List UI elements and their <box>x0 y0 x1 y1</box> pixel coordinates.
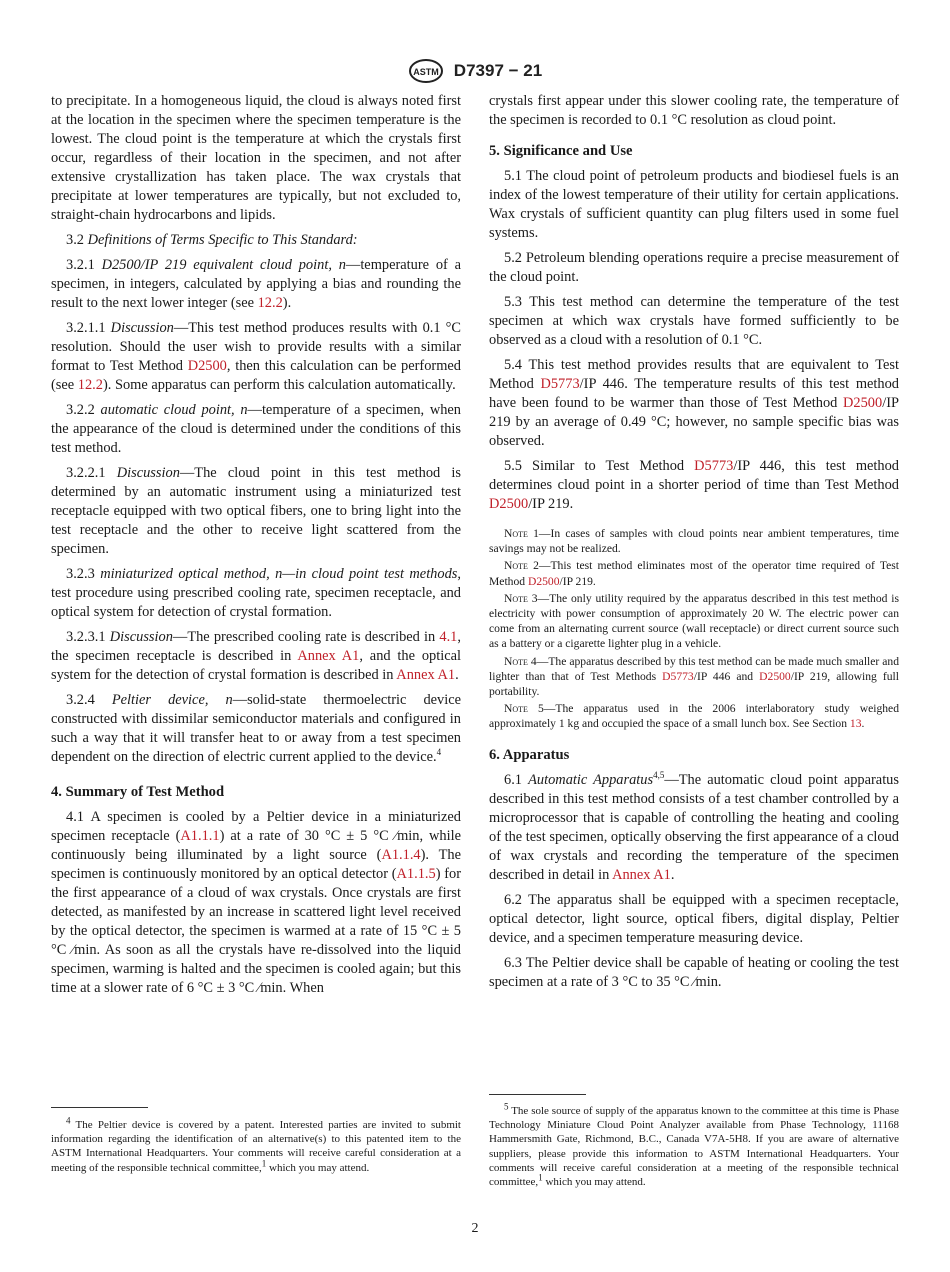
definition-3-2: 3.2 Definitions of Terms Specific to This Standard: <box>66 232 358 248</box>
paragraph-4-1: 4.1 A specimen is cooled by a Peltier device in a miniaturized specimen receptacle (A1.1.1) at a rate of 30 °C ± 5 °C ⁄min, while continuously being illuminated by a light source (A1.1.4). The specimen is continuously monitored by an optical detector (A1.1.5) for the first appearance of a cloud of wax crystals. Once crystals are first detected, as manifested by an increase in scattered light level received by the optical detector, the specimen is warmed at a rate of 15 °C ± 5 °C ⁄min. As soon as all the crystals have re-dissolved into the liquid specimen, warming is halted and the specimen is cooled again; but this time at a slower rate of 6 °C ± 3 °C ⁄min. When <box>51 809 461 996</box>
left-column <box>51 92 461 1004</box>
paragraph-6-1: 6.1 Automatic Apparatus$^{4,5}$—The automatic cloud point apparatus described in this test method consists of a test chamber controlled by a microprocessor that is capable of controlling the heating and cooling of the test specimen, optically observing the first appearance of a cloud of wax crystals and recording the temperature of the specimen described in detail in Annex A1. <box>489 769 899 883</box>
footnote-4: $^4$ The Peltier device is covered by a patent. Interested parties are invited to submit information regarding the identification of an alternative(s) to this patented item to the ASTM International Headquarters. Your comments will receive careful consideration at a meeting of the responsible technical committee,$^1$ which you may attend. <box>51 1115 461 1174</box>
link-a1-1-4[interactable]: A1.1.4 <box>381 847 421 863</box>
link-annex-a1[interactable]: Annex A1 <box>396 667 456 683</box>
discussion-3-2-3-1: 3.2.3.1 Discussion—The prescribed cooling rate is described in 4.1, the specimen receptacle is described in Annex A1, and the optical system for the detection of crystal formation is described in Annex A1. <box>51 629 461 683</box>
svg-text:ASTM: ASTM <box>413 67 439 77</box>
note-3: Note 3—The only utility required by the apparatus described in this test method is electricity with power consumption of approximately 20 W. The electric power can come from an alternating current source (wall receptacle) or direct current source such as a battery or a cigarette lighter plug in a vehicle. <box>489 591 899 651</box>
section-6-heading: 6. Apparatus <box>489 746 570 763</box>
link-annex-a1[interactable]: Annex A1 <box>297 648 360 664</box>
link-d2500[interactable]: D2500 <box>489 496 529 512</box>
section-5-heading: 5. Significance and Use <box>489 143 633 159</box>
footnote-ref-4[interactable]: 4 <box>436 747 442 758</box>
page-number: 2 <box>471 1221 479 1236</box>
paragraph-3-1-continued: to precipitate. In a homogeneous liquid, the cloud is always noted first at the location in the specimen where the specimen temperature is the lowest. The cloud point is the temperature at which the crystals first occur, regardless of their location in the specimen, and not after extensive crystallization has taken place. The wax crystals that precipitate at lower temperatures are typically, but not excluded to, straight-chain hydrocarbons and lipids. <box>51 93 461 223</box>
discussion-3-2-1-1: 3.2.1.1 Discussion—This test method produces results with 0.1 °C resolution. Should the user wish to provide results with a similar format to Test Method D2500, then this calculation can be performed (see 12.2). Some apparatus can perform this calculation automatically. <box>51 320 461 393</box>
astm-logo-icon <box>408 58 444 84</box>
link-d2500[interactable]: D2500 <box>843 395 883 411</box>
link-d2500[interactable]: D2500 <box>187 358 227 374</box>
right-column <box>489 92 899 998</box>
link-a1-1-5[interactable]: A1.1.5 <box>396 866 436 882</box>
page-header <box>0 58 950 84</box>
link-d5773[interactable]: D5773 <box>540 376 580 392</box>
link-d5773[interactable]: D5773 <box>694 458 734 474</box>
paragraph-5-2: 5.2 Petroleum blending operations require a precise measurement of the cloud point. <box>489 250 899 285</box>
definition-3-2-4: 3.2.4 Peltier device, n—solid-state thermoelectric device constructed with dissimilar semiconductor materials and configured in such a way that it will transfer heat to or away from a test specimen dependent on the direction of electric current applied to the device.$^4$ <box>51 692 462 765</box>
paragraph-5-4: 5.4 This test method provides results that are equivalent to Test Method D5773/IP 446. The temperature results of this test method have been found to be warmer than those of Test Method D2500/IP 219 by an average of 0.49 °C; however, no sample specific bias was observed. <box>489 357 899 449</box>
footnote-5: $^5$ The sole source of supply of the apparatus known to the committee at this time is Phase Technology Miniature Cloud Point Analyzer available from Phase Technology, 11168 Hammersmith Gate, Richmond, B.C., Canada V7A-5H8. If you are aware of alternative suppliers, please provide this information to ASTM International Headquarters. Your comments will receive careful consideration at a meeting of the responsible technical committee,$^1$ which you may attend. <box>489 1101 899 1189</box>
paragraph-6-3: 6.3 The Peltier device shall be capable of heating or cooling the test specimen at a rate of 3 °C to 35 °C ⁄min. <box>489 954 899 990</box>
link-section-13[interactable]: 13 <box>849 717 862 731</box>
footnote-ref-4-5[interactable]: 4,5 <box>653 769 665 780</box>
paragraph-4-1-continued: crystals first appear under this slower cooling rate, the temperature of the specimen is recorded to 0.1 °C resolution as cloud point. <box>489 93 899 128</box>
paragraph-5-1: 5.1 The cloud point of petroleum products and biodiesel fuels is an index of the lowest temperature of their utility for certain applications. Wax crystals of sufficient quantity can plug filters used in some fuel systems. <box>489 168 899 241</box>
paragraph-6-2: 6.2 The apparatus shall be equipped with a specimen receptacle, optical detector, light source, optical fibers, digital display, Peltier device, and a specimen temperature measuring device. <box>489 891 899 946</box>
link-a1-1-1[interactable]: A1.1.1 <box>180 828 220 844</box>
link-annex-a1[interactable]: Annex A1 <box>612 866 671 883</box>
discussion-3-2-2-1: 3.2.2.1 Discussion—The cloud point in this test method is determined by an automatic instrument using a miniaturized test receptacle equipped with two optical fibers, one to bring light into the test receptacle and the other to receive light scattered from the specimen. <box>51 465 461 557</box>
link-d2500[interactable]: D2500 <box>759 669 791 683</box>
document-designation: D7397 − 21 <box>453 61 543 80</box>
link-12-2[interactable]: 12.2 <box>77 377 103 393</box>
note-1: Note 1—In cases of samples with cloud points near ambient temperatures, time savings may not be realized. <box>489 527 899 556</box>
link-4-1[interactable]: 4.1 <box>439 629 458 645</box>
paragraph-5-5: 5.5 Similar to Test Method D5773/IP 446, this test method determines cloud point in a shorter period of time than Test Method D2500/IP 219. <box>489 458 899 512</box>
note-5: Note 5—The apparatus used in the 2006 interlaboratory study weighed approximately 1 kg and occupied the space of a small lunch box. See Section 13. <box>489 702 899 731</box>
footnote-divider-right <box>489 1094 586 1095</box>
link-d2500[interactable]: D2500 <box>527 574 560 588</box>
link-12-2[interactable]: 12.2 <box>257 295 283 311</box>
definition-3-2-2: 3.2.2 automatic cloud point, n—temperature of a specimen, when the appearance of the cloud is determined under the conditions of this test method. <box>51 402 461 456</box>
definition-3-2-3: 3.2.3 miniaturized optical method, n—in cloud point test methods, test procedure using prescribed cooling rate, specimen receptacle, and optical system for detection of crystal formation. <box>51 566 461 620</box>
link-d5773[interactable]: D5773 <box>662 669 694 683</box>
footnote-divider-left <box>51 1107 148 1108</box>
note-4: Note 4—The apparatus described by this test method can be made much smaller and lighter than that of Test Methods D5773/IP 446 and D2500/IP 219, allowing full portability. <box>489 654 899 699</box>
note-2: Note 2—This test method eliminates most of the operator time required of Test Method D2500/IP 219. <box>489 559 899 588</box>
paragraph-5-3: 5.3 This test method can determine the temperature of the test specimen at which wax crystals have formed sufficiently to be observed as a cloud with a resolution of 0.1 °C. <box>489 294 899 348</box>
section-4-heading: 4. Summary of Test Method <box>51 784 225 800</box>
definition-3-2-1: 3.2.1 D2500/IP 219 equivalent cloud point, n—temperature of a specimen, in integers, calculated by applying a bias and rounding the result to the next lower integer (see 12.2). <box>51 257 461 311</box>
